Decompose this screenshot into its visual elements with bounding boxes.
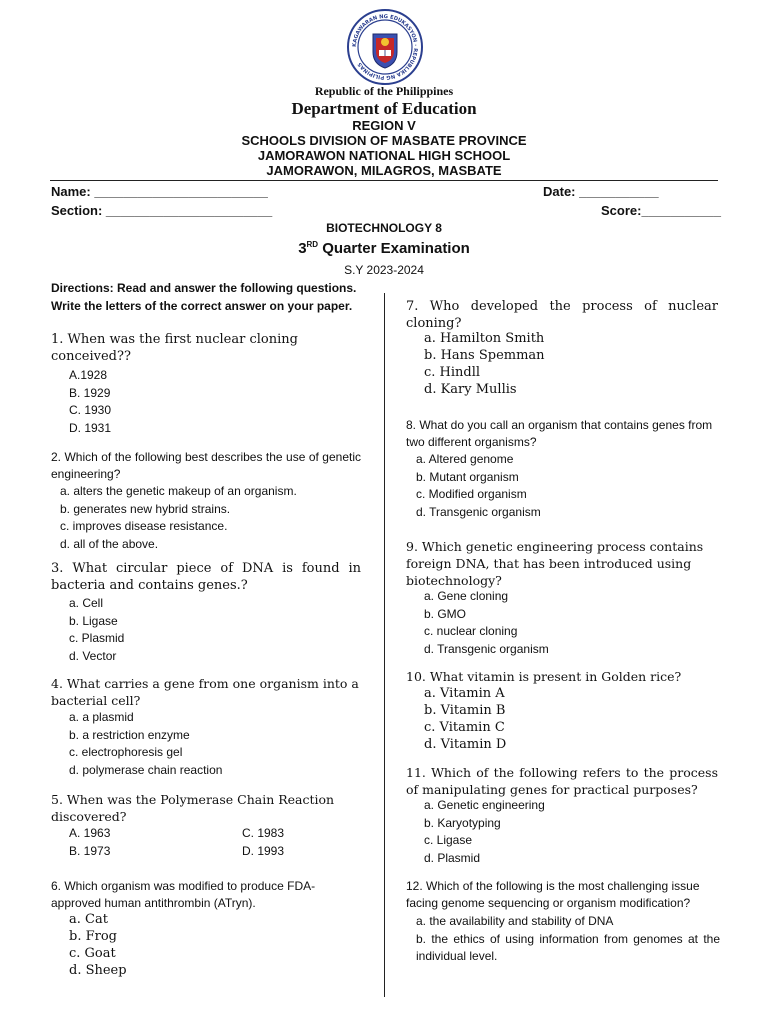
question-7-options xyxy=(424,330,545,398)
option-1d: D. 1931 xyxy=(69,420,112,435)
question-2-options xyxy=(60,483,297,553)
directions-line-1: Directions: Read and answer the following questions. xyxy=(51,281,357,295)
option-2b: b. generates new hybrid strains. xyxy=(60,501,231,516)
option-4a: a. a plasmid xyxy=(69,710,134,724)
question-3-text: 3. What circular piece of DNA is found in bacteria and contains genes.? xyxy=(51,561,361,593)
header-divider xyxy=(50,180,718,181)
option-8b: b. Mutant organism xyxy=(416,469,519,484)
option-1a: A.1928 xyxy=(69,368,108,382)
republic-heading: Republic of the Philippines xyxy=(314,84,454,98)
subject-title: BIOTECHNOLOGY 8 xyxy=(326,221,442,235)
quarter-title: Quarter Examination xyxy=(318,240,470,257)
school-heading: JAMORAWON NATIONAL HIGH SCHOOL xyxy=(257,148,511,163)
quarter-number: 3 xyxy=(298,240,307,257)
option-4b: b. a restriction enzyme xyxy=(69,727,190,742)
option-10c: c. Vitamin C xyxy=(424,720,505,735)
option-6a: a. Cat xyxy=(69,912,108,927)
directions-line-2: Write the letters of the correct answer on your paper. xyxy=(51,299,353,313)
option-9d: d. Transgenic organism xyxy=(424,641,549,656)
address-heading: JAMORAWON, MILAGROS, MASBATE xyxy=(266,163,502,178)
option-12b: b. the ethics of using information from genomes at the individual level. xyxy=(416,931,720,963)
department-heading: Department of Education xyxy=(291,99,477,118)
option-7d: d. Kary Mullis xyxy=(424,382,517,397)
question-7-text: 7. Who developed the process of nuclear cloning? xyxy=(406,299,718,331)
option-5b: B. 1973 xyxy=(69,843,111,858)
directions xyxy=(51,279,371,315)
option-8d: d. Transgenic organism xyxy=(416,504,541,519)
option-2d: d. all of the above. xyxy=(60,536,159,551)
option-7b: b. Hans Spemman xyxy=(424,348,545,363)
option-3c: c. Plasmid xyxy=(69,631,125,645)
option-10b: b. Vitamin B xyxy=(424,703,506,718)
option-10a: a. Vitamin A xyxy=(424,686,505,701)
option-1c: C. 1930 xyxy=(69,403,112,417)
question-10-text: 10. What vitamin is present in Golden rice? xyxy=(406,669,682,684)
question-3-options xyxy=(69,595,124,665)
division-heading: SCHOOLS DIVISION OF MASBATE PROVINCE xyxy=(241,133,527,148)
option-8a: a. Altered genome xyxy=(416,452,514,466)
option-5c: C. 1983 xyxy=(242,826,285,840)
question-10-options xyxy=(424,685,506,753)
option-5a: A. 1963 xyxy=(69,826,111,840)
question-8-text: 8. What do you call an organism that contains genes from two different organisms? xyxy=(406,418,713,449)
question-6-text: 6. Which organism was modified to produce FDA-approved human antithrombin (ATryn). xyxy=(51,879,316,910)
option-2c: c. improves disease resistance. xyxy=(60,519,228,533)
question-5-options-left xyxy=(69,825,110,860)
question-12-options xyxy=(416,913,720,966)
seal-text: KAGAWARAN NG EDUKASYON · REPUBLIKA NG PILIPINAS xyxy=(351,13,419,81)
section-field: Section: _______________________ xyxy=(51,203,273,218)
option-7a: a. Hamilton Smith xyxy=(424,331,545,346)
question-11-text: 11. Which of the following refers to the process of manipulating genes for practical purposes? xyxy=(406,765,718,797)
option-12a: a. the availability and stability of DNA xyxy=(416,914,614,928)
option-6d: d. Sheep xyxy=(69,963,127,978)
option-3b: b. Ligase xyxy=(69,613,118,628)
question-6-options xyxy=(69,911,127,979)
option-7c: c. Hindll xyxy=(424,365,481,380)
option-3d: d. Vector xyxy=(69,648,117,663)
question-1-options xyxy=(69,367,111,437)
question-2-text: 2. Which of the following best describes the use of genetic engineering? xyxy=(51,450,361,481)
option-9c: c. nuclear cloning xyxy=(424,624,518,638)
option-11d: d. Plasmid xyxy=(424,850,481,865)
question-12-text: 12. Which of the following is the most challenging issue facing genome sequencing or organism modification? xyxy=(406,879,700,910)
question-4-text: 4. What carries a gene from one organism into a bacterial cell? xyxy=(51,676,359,708)
option-3a: a. Cell xyxy=(69,596,104,610)
deped-seal xyxy=(346,8,424,86)
option-4c: c. electrophoresis gel xyxy=(69,745,183,759)
option-10d: d. Vitamin D xyxy=(424,737,507,752)
question-11-options xyxy=(424,797,545,867)
question-5-text: 5. When was the Polymerase Chain Reaction discovered? xyxy=(51,792,335,824)
score-field: Score:___________ xyxy=(601,203,721,218)
option-5d: D. 1993 xyxy=(242,843,285,858)
option-11a: a. Genetic engineering xyxy=(424,798,545,812)
question-4-options xyxy=(69,709,222,779)
column-divider xyxy=(384,293,385,997)
name-field: Name: ________________________ xyxy=(51,184,268,199)
question-9-options xyxy=(424,588,549,658)
question-5-options-right xyxy=(242,825,284,860)
option-4d: d. polymerase chain reaction xyxy=(69,762,223,777)
option-6c: c. Goat xyxy=(69,946,116,961)
exam-title xyxy=(0,240,768,257)
question-9-text: 9. Which genetic engineering process contains foreign DNA, that has been introduced using biotechnology? xyxy=(406,539,704,588)
option-6b: b. Frog xyxy=(69,929,117,944)
quarter-suffix: RD xyxy=(306,240,319,249)
option-9a: a. Gene cloning xyxy=(424,589,509,603)
option-11c: c. Ligase xyxy=(424,833,473,847)
question-1-text: 1. When was the first nuclear cloning conceived?? xyxy=(51,332,298,364)
question-8-options xyxy=(416,451,541,521)
school-year: S.Y 2023-2024 xyxy=(344,263,424,277)
option-9b: b. GMO xyxy=(424,606,467,621)
option-8c: c. Modified organism xyxy=(416,487,527,501)
date-field: Date: ___________ xyxy=(543,184,659,199)
option-1b: B. 1929 xyxy=(69,385,111,400)
option-2a: a. alters the genetic makeup of an organism. xyxy=(60,484,297,498)
option-11b: b. Karyotyping xyxy=(424,815,501,830)
region-heading: REGION V xyxy=(352,118,416,133)
